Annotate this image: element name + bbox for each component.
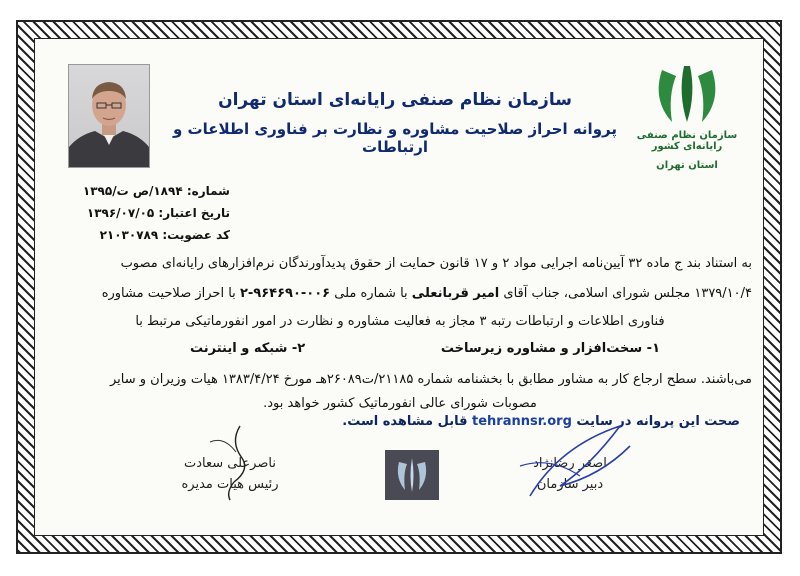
meta-validity-label: تاریخ اعتبار: [158,206,230,220]
qualification-fields [100,341,660,365]
body-line-3: فناوری اطلاعات و ارتباطات رتبه ۳ مجاز به فعالیت مشاوره و نظارت در امور انفورماتیکی مرتبط با [135,314,665,329]
organization-logo [632,60,742,180]
chairman-name: ناصرعلی سعادت [184,456,276,471]
certificate-title: پروانه احراز صلاحیت مشاوره و نظارت بر فناوری اطلاعات و ارتباطات [172,120,617,156]
signature-chairman [150,456,310,492]
logo-caption: سازمان نظام صنفی رایانه‌ای کشور [636,130,738,152]
signature-secretary [490,456,650,492]
holder-photo [68,64,150,168]
verify-text-after: قابل مشاهده است. [342,414,468,429]
body-line-2 [48,280,752,308]
meta-member [60,228,230,242]
verify-text-before: صحت این پروانه در سایت [576,414,740,429]
holder-name: امیر قربانعلی [411,286,500,301]
national-id: ۰۰۶-۹۶۴۶۹۰-۲ [239,286,331,301]
footer-line-2: مصوبات شورای عالی انفورماتیک کشور خواهد بود. [263,396,537,411]
secretary-name: اصغر رضانژاد [533,456,607,471]
meta-number [60,184,230,198]
meta-number-value: ۱۸۹۴/ص ت/۱۳۹۵ [82,184,183,198]
body-line-1: به استناد بند ج ماده ۳۲ آیین‌نامه اجرایی مواد ۲ و ۱۷ قانون حمایت از حقوق پدیدآورندگان نرم‌افزارهای رایانه‌ای مصوب [120,256,752,271]
body-line-2a: ۱۳۷۹/۱۰/۴ مجلس شورای اسلامی، جناب آقای [503,286,752,301]
meta-member-label: کد عضویت: [162,228,230,242]
secretary-signature-icon [500,406,640,506]
meta-member-value: ۲۱۰۳۰۷۸۹ [99,228,159,242]
field-2: ۲- شبکه و اینترنت [190,341,306,356]
secretary-role: دبیر سازمان [536,477,604,492]
meta-validity [60,206,230,220]
chairman-role: رئیس هیات مدیره [181,477,279,492]
meta-validity-value: ۱۳۹۶/۰۷/۰۵ [86,206,155,220]
field-1: ۱- سخت‌افزار و مشاوره زیرساخت [440,341,660,356]
organization-title: سازمان نظام صنفی رایانه‌ای استان تهران [218,90,572,110]
body-line-2c: با احراز صلاحیت مشاوره [101,286,236,301]
meta-number-label: شماره: [186,184,230,198]
body-line-2b: با شماره ملی [334,286,408,301]
logo-city: استان تهران [656,160,718,171]
verify-site-link[interactable]: tehrannsr.org [472,414,572,429]
security-hologram-icon [385,450,439,500]
chairman-signature-icon [170,422,290,502]
footer-line-1: می‌باشند. سطح ارجاع کار به مشاور مطابق با بخشنامه شماره ۲۱۱۸۵/ت۲۶۰۸۹هـ مورخ ۱۳۸۳/۴/۲۴ هیات وزیران و سایر [110,372,752,387]
